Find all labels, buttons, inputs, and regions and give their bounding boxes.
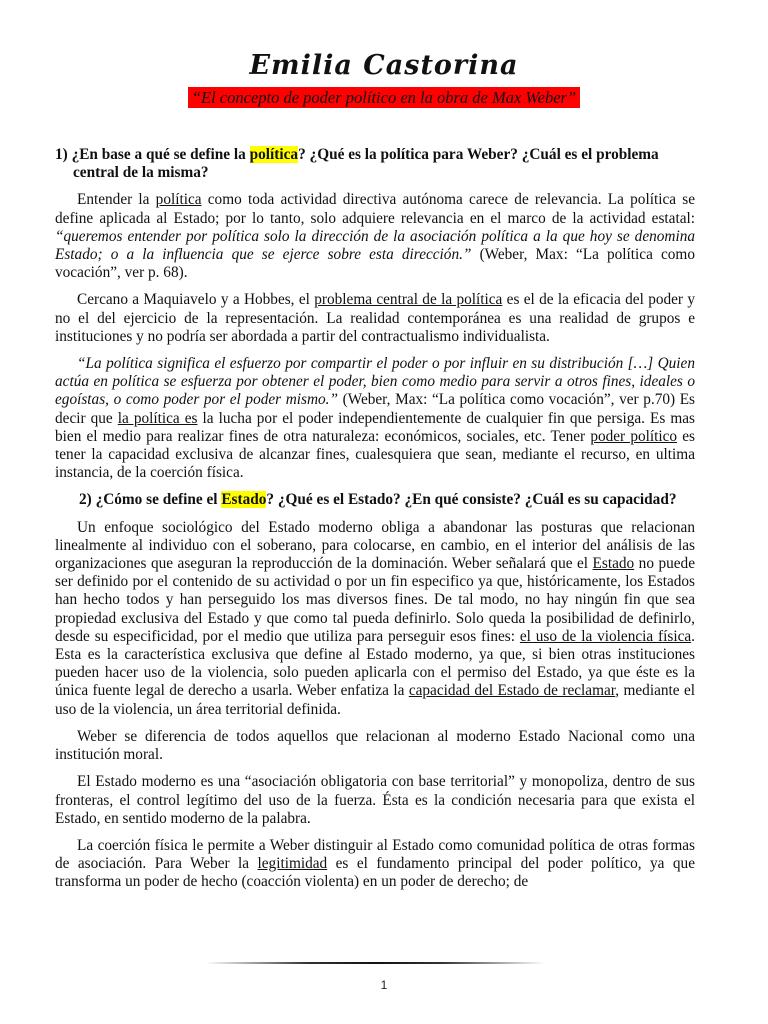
question-2-text-a: 2) ¿Cómo se define el [79,491,222,509]
p3-text-b: la lucha por el poder independientemente de cualquier fin que persiga. Es mas bien el medio para realizar fines de otra naturaleza: económicos, sociales, etc. Tener [55,409,695,445]
question-1-text-b: ? ¿Qué es la política para Weber? ¿Cuál es el problema central de la misma? [73,146,659,182]
p3-text-c: es tener la capacidad exclusiva de alcanzar fines, cualesquiera que sean, mediante el recurso, en ultima instancia, de la coerción física. [55,427,695,482]
p2-underline-1: problema central de la política [314,291,503,309]
page-number: 1 [380,978,388,992]
p4-underline-1: Estado [592,555,635,573]
question-1 [55,146,695,182]
p5-text-a: Weber se diferencia de todos aquellos que relacionan al moderno Estado Nacional como una institución moral. [55,727,695,764]
subtitle-wrap [0,88,768,108]
p1-text-c: (Weber, Max: “La política como vocación”, ver p. 68). [55,246,695,282]
document-subtitle: “El concepto de poder político en la obra de Max Weber” [188,87,580,108]
p4-text-a: Un enfoque sociológico del Estado moderno obliga a abandonar las posturas que relacionan linealmente al individuo con el soberano, para colocarse, en cambio, en el interior del análisis de las organizaciones que aseguran la reproducción de la dominación. Weber señalará que el [55,518,695,573]
p3-quote: “La política significa el esfuerzo por compartir el poder o por influir en su distribución […] Quien actúa en política se esfuerza por obtener el poder, bien como medio para servir a otros fines, ideales o egoístas, o como poder por el poder mismo.” [55,355,695,409]
paragraph-7 [55,837,695,892]
p1-quote: “queremos entender por política solo la dirección de la asociación política a la que hoy se denomina Estado; o a la influencia que se ejerce sobre esta dirección.” [55,227,695,264]
question-1-highlight: política [249,146,299,163]
paragraph-5 [55,728,695,764]
p1-text-b: como toda actividad directiva autónoma carece de relevancia. La política se define aplicada al Estado; por lo tanto, solo adquiere relevancia en el marco de la actividad estatal: [55,191,695,227]
author-name: Emilia Castorina [249,50,519,81]
p7-text-a: La coerción física le permite a Weber distinguir al Estado como comunidad política de otras formas de asociación. Para Weber la [55,836,695,873]
paragraph-6 [55,773,695,828]
question-2-text-b: ? ¿Qué es el Estado? ¿En qué consiste? ¿Cuál es su capacidad? [266,491,677,509]
footer-divider [205,962,545,964]
document-body [55,146,695,901]
p1-text-a: Entender la [77,191,156,209]
p3-underline-1: la política es [117,409,198,427]
p3-text-a: (Weber, Max: “La política como vocación”, ver p.70) Es decir que [55,391,695,427]
p7-text-b: es el fundamento principal del poder político, ya que transforma un poder de hecho (coacción violenta) en un poder de derecho; de [55,855,695,891]
p2-text-a: Cercano a Maquiavelo y a Hobbes, el [77,291,315,309]
question-1-text-a: 1) ¿En base a qué se define la [55,146,250,163]
paragraph-3 [55,355,695,482]
p1-underline-1: política [155,191,202,209]
paragraph-1 [55,191,695,282]
p4-text-d: , mediante el uso de la violencia, un área territorial definida. [55,682,695,718]
p4-text-b: no puede ser definido por el contenido de su actividad o por un fin especifico ya que, históricamente, los Estados han hecho todos y han perseguido los mas diversos fines. De tal modo, no hay ningún fin que sea propiedad exclusiva del Estado y que como tal pueda definirlo. Solo queda la posibilidad de definirlo, desde su especificidad, por el medio que utiliza para perseguir esos fines: [55,555,695,645]
p4-underline-2: el uso de la violencia física [519,627,692,645]
p2-text-b: es el de la eficacia del poder y no el del ejercicio de la representación. La realidad contemporánea es una realidad de grupos e instituciones y no podría ser abordada a partir del contractualismo individualista. [55,291,696,345]
paragraph-2 [55,291,695,346]
paragraph-4 [55,519,695,719]
p4-text-c: . Esta es la característica exclusiva que define al Estado moderno, ya que, si bien otras instituciones pueden hacer uso de la violencia, solo pueden aplicarla con el permiso del Estado, ya que éste es la única fuente legal de derecho a usarla. Weber enfatiza la [55,627,695,700]
question-2 [55,491,695,509]
p7-underline-1: legitimidad [257,855,328,873]
p3-underline-2: poder político [590,427,678,445]
question-2-highlight: Estado [221,491,267,509]
p4-underline-3: capacidad del Estado de reclamar [408,682,616,700]
p6-text-a: El Estado moderno es una “asociación obligatoria con base territorial” y monopoliza, dentro de sus fronteras, el control legítimo del uso de la fuerza. Ésta es la condición necesaria para que exista el Estado, en sentido moderno de la palabra. [55,773,695,827]
